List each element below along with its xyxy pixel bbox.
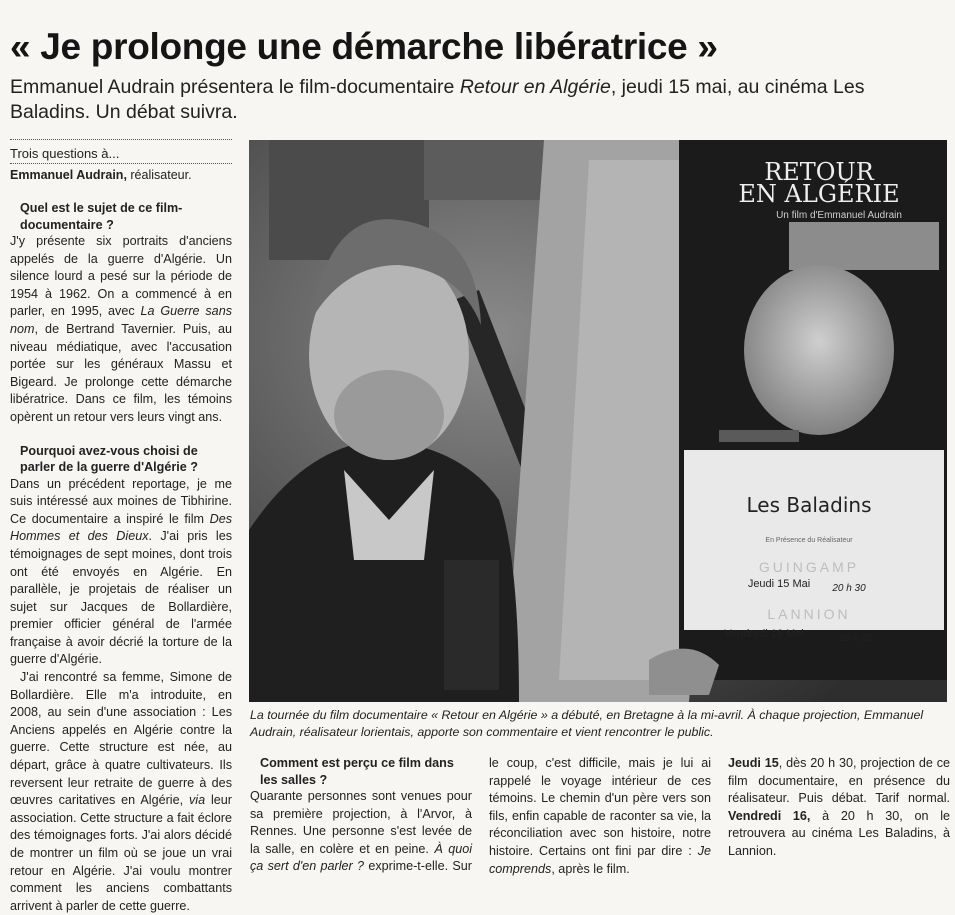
poster-cinema-name: Les Baladins — [746, 493, 872, 517]
poster-city-2: LANNION — [767, 606, 851, 622]
column-1 — [10, 200, 232, 915]
poster-time-2: 20 h 30 — [839, 633, 873, 644]
answer-3: Quarante personnes sont venues pour sa première projection, à l'Arvor, à Rennes. Une personne s'est levée de la salle, en colère et en peine. À quoi ça sert d'en parler ? exprime-t-elle. Sur le coup, c'est difficile, mais je lui ai rappelé le voyage intérieur de ces témoins. Le chemin d'un père vers son fils, enfin capable de raconter sa vie, la réconciliation avec son histoire, notre histoire. Certains ont fini par dire : Je comprends, après le film. — [250, 756, 711, 876]
photo-illustration — [249, 140, 947, 702]
poster-presence: En Présence du Réalisateur — [765, 537, 853, 544]
standfirst: Emmanuel Audrain présentera le film-documentaire Retour en Algérie, jeudi 15 mai, au cinéma Les Baladins. Un débat suivra. — [10, 76, 865, 123]
poster-title-line-1: RETOUR — [764, 158, 874, 186]
headline: « Je prolonge une démarche libératrice » — [10, 26, 718, 67]
answer-1: J'y présente six portraits d'anciens appelés de la guerre d'Algérie. Un silence lourd a pesé sur la période de 1954 à 1962. On a commencé à en parler, en 1995, avec La Guerre sans nom, de Bertrand Tavernier. Puis, au niveau médiatique, avec l'accusation portée sur les généraux Massu et Bigeard. Je prolonge cette démarche libératrice. Dans ce film, les témoins opèrent un retour vers leurs vingt ans. — [10, 234, 232, 424]
poster-city-1: GUINGAMP — [758, 559, 860, 575]
byline: Emmanuel Audrain, réalisateur. — [10, 168, 192, 182]
photo-caption: La tournée du film documentaire « Retour en Algérie » a débuté, en Bretagne à la mi-avril. À chaque projection, Emmanuel Audrain, réalisateur lorientais, apporte son commentaire et vient rencontrer le public. — [250, 708, 924, 739]
question-3: Comment est perçu ce film dans les salles ? — [260, 756, 454, 787]
practical-info-text: Jeudi 15, dès 20 h 30, projection de ce film documentaire, en présence du réalisateur. Puis débat. Tarif normal. Vendredi 16, à 20 h 30, on le retrouvera au cinéma Les Baladins, à Lannion. — [728, 756, 951, 858]
answer-2-paragraph-1: Dans un précédent reportage, je me suis intéressé aux moines de Tibhirine. Ce documentaire a inspiré le film Des Hommes et des Dieux. J'ai pris les témoignages de sept moines, dont trois ont été envoyés en Algérie. En parallèle, je projetais de réaliser un sujet sur Jacques de Bollardière, premier officier général de l'armée française à avoir décrié la torture de la guerre d'Algérie. — [10, 476, 232, 667]
question-2: Pourquoi avez-vous choisi de parler de la guerre d'Algérie ? — [20, 443, 198, 475]
poster-subtitle: Un film d'Emmanuel Audrain — [776, 210, 902, 221]
article-photo — [249, 140, 947, 702]
poster-date-1: Jeudi 15 Mai — [747, 578, 811, 590]
kicker-top-rule — [10, 139, 232, 140]
answer-2-paragraph-2: J'ai rencontré sa femme, Simone de Bollardière. Elle m'a introduite, en 2008, au sein d'une association : Les Anciens appelés en Algérie contre la guerre. Cette structure est née, au départ, grâce à quatre cultivateurs. Ils reversent leur retraite de guerre à des œuvres caritatives en Algérie, via leur association. Cette structure a fait éclore des témoignages forts. J'ai alors décidé de montrer un film où se joue un vrai retour en Algérie. J'ai voulu montrer comment les anciens combattants arrivent à parler de cette guerre. — [10, 670, 232, 913]
poster-title-line-2: EN ALGÉRIE — [738, 180, 900, 208]
practical-info — [728, 755, 950, 861]
question-1: Quel est le sujet de ce film-documentaire ? — [20, 201, 183, 232]
kicker: Trois questions à... — [10, 146, 120, 161]
standfirst-film-title: Retour en Algérie — [459, 76, 611, 98]
poster-date-2: Vendredi 16 Mai — [724, 628, 804, 640]
column-2 — [250, 755, 711, 881]
poster-time-1: 20 h 30 — [832, 583, 866, 594]
kicker-bottom-rule — [10, 163, 232, 164]
